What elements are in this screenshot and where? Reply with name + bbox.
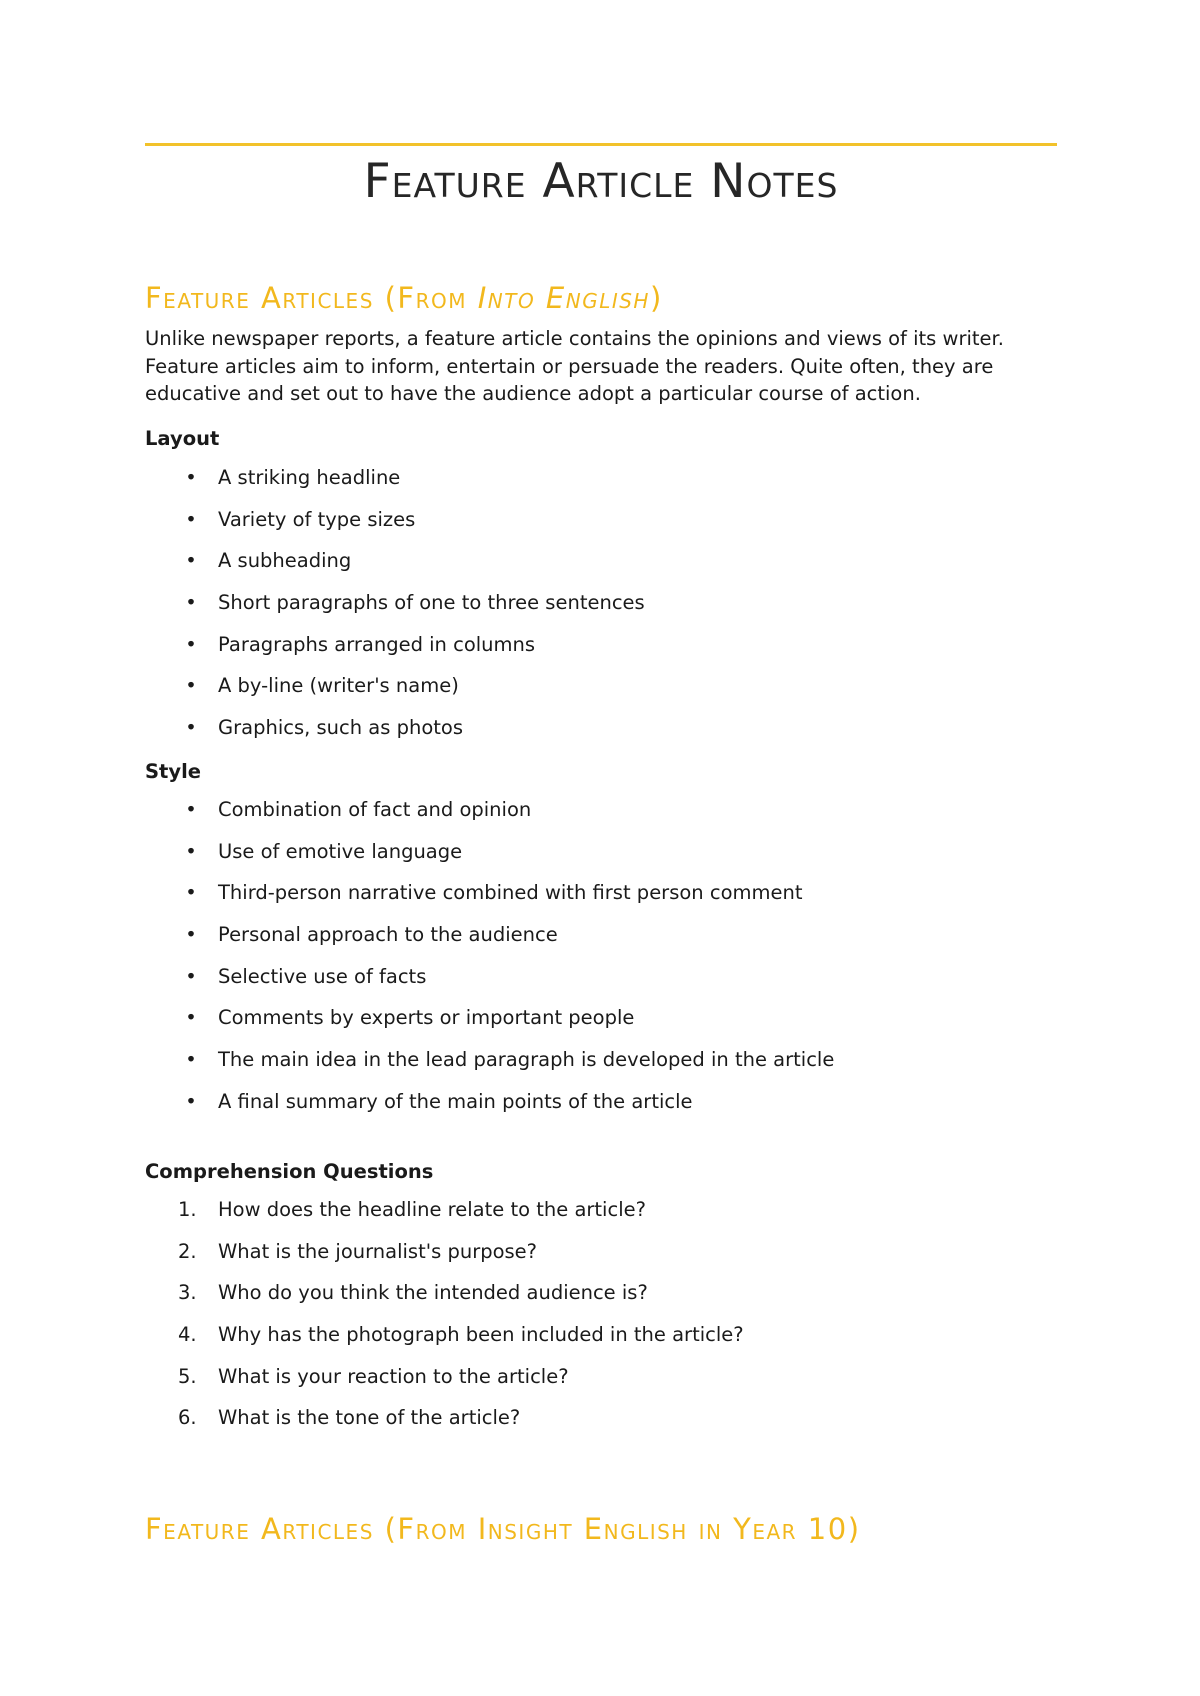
list-item-text: Variety of type sizes (218, 507, 416, 531)
bullet-icon: • (185, 798, 197, 821)
list-item-text: Paragraphs arranged in columns (218, 632, 536, 656)
bullet-icon: • (185, 1089, 197, 1113)
heading-book-title: Into English (477, 281, 650, 315)
list-item-text: Use of emotive language (218, 839, 463, 863)
comprehension-heading: Comprehension Questions (145, 1160, 434, 1183)
question-text: What is your reaction to the article? (218, 1364, 569, 1388)
question-number: 4. (178, 1323, 197, 1347)
question-text: What is the journalist's purpose? (218, 1239, 538, 1263)
intro-paragraph: Unlike newspaper reports, a feature article contains the opinions and views of its writer. Feature articles aim to inform, entertain or persuade the readers. Quite often, they are educative and set out to have the audience adopt a particular course of action. (145, 327, 1004, 405)
list-item-text: A subheading (218, 549, 352, 573)
bullet-icon: • (185, 466, 197, 489)
bullet-icon: • (185, 1048, 197, 1072)
list-item-text: A final summary of the main points of the article (218, 1089, 693, 1113)
bullet-icon: • (185, 881, 197, 905)
list-item-text: Third-person narrative combined with first person comment (218, 881, 803, 905)
bullet-icon: • (185, 507, 197, 531)
section-heading-insight-english: Feature Articles (From Insight English in Year 10) (145, 1512, 861, 1546)
bullet-icon: • (185, 1006, 197, 1030)
page-title: Feature Article Notes (363, 154, 839, 209)
list-item-text: A by-line (writer's name) (218, 674, 459, 698)
list-item-text: Short paragraphs of one to three sentences (218, 591, 645, 615)
list-item-text: Combination of fact and opinion (218, 798, 532, 821)
bullet-icon: • (185, 591, 197, 615)
bullet-icon: • (185, 549, 197, 573)
list-item-text: Personal approach to the audience (218, 923, 558, 947)
bullet-icon: • (185, 964, 197, 988)
bullet-icon: • (185, 923, 197, 947)
bullet-icon: • (185, 716, 197, 740)
heading-suffix: ) (649, 281, 663, 315)
list-item-text: A striking headline (218, 466, 401, 489)
heading-prefix: Feature Articles (From (145, 281, 478, 315)
question-number: 3. (178, 1281, 197, 1305)
list-item-text: Selective use of facts (218, 964, 427, 988)
section-heading-into-english (145, 278, 663, 318)
question-number: 1. (178, 1198, 197, 1221)
list-item-text: The main idea in the lead paragraph is developed in the article (218, 1048, 835, 1072)
style-heading: Style (145, 760, 201, 783)
bullet-icon: • (185, 674, 197, 698)
bullet-icon: • (185, 632, 197, 656)
question-text: How does the headline relate to the article? (218, 1198, 646, 1221)
layout-heading: Layout (145, 427, 220, 450)
question-text: What is the tone of the article? (218, 1406, 521, 1430)
question-number: 2. (178, 1239, 197, 1263)
list-item-text: Comments by experts or important people (218, 1006, 635, 1030)
question-text: Why has the photograph been included in the article? (218, 1323, 744, 1347)
question-number: 6. (178, 1406, 197, 1430)
title-rule (145, 143, 1057, 146)
list-item-text: Graphics, such as photos (218, 716, 464, 740)
bullet-icon: • (185, 839, 197, 863)
question-number: 5. (178, 1364, 197, 1388)
question-text: Who do you think the intended audience is? (218, 1281, 648, 1305)
